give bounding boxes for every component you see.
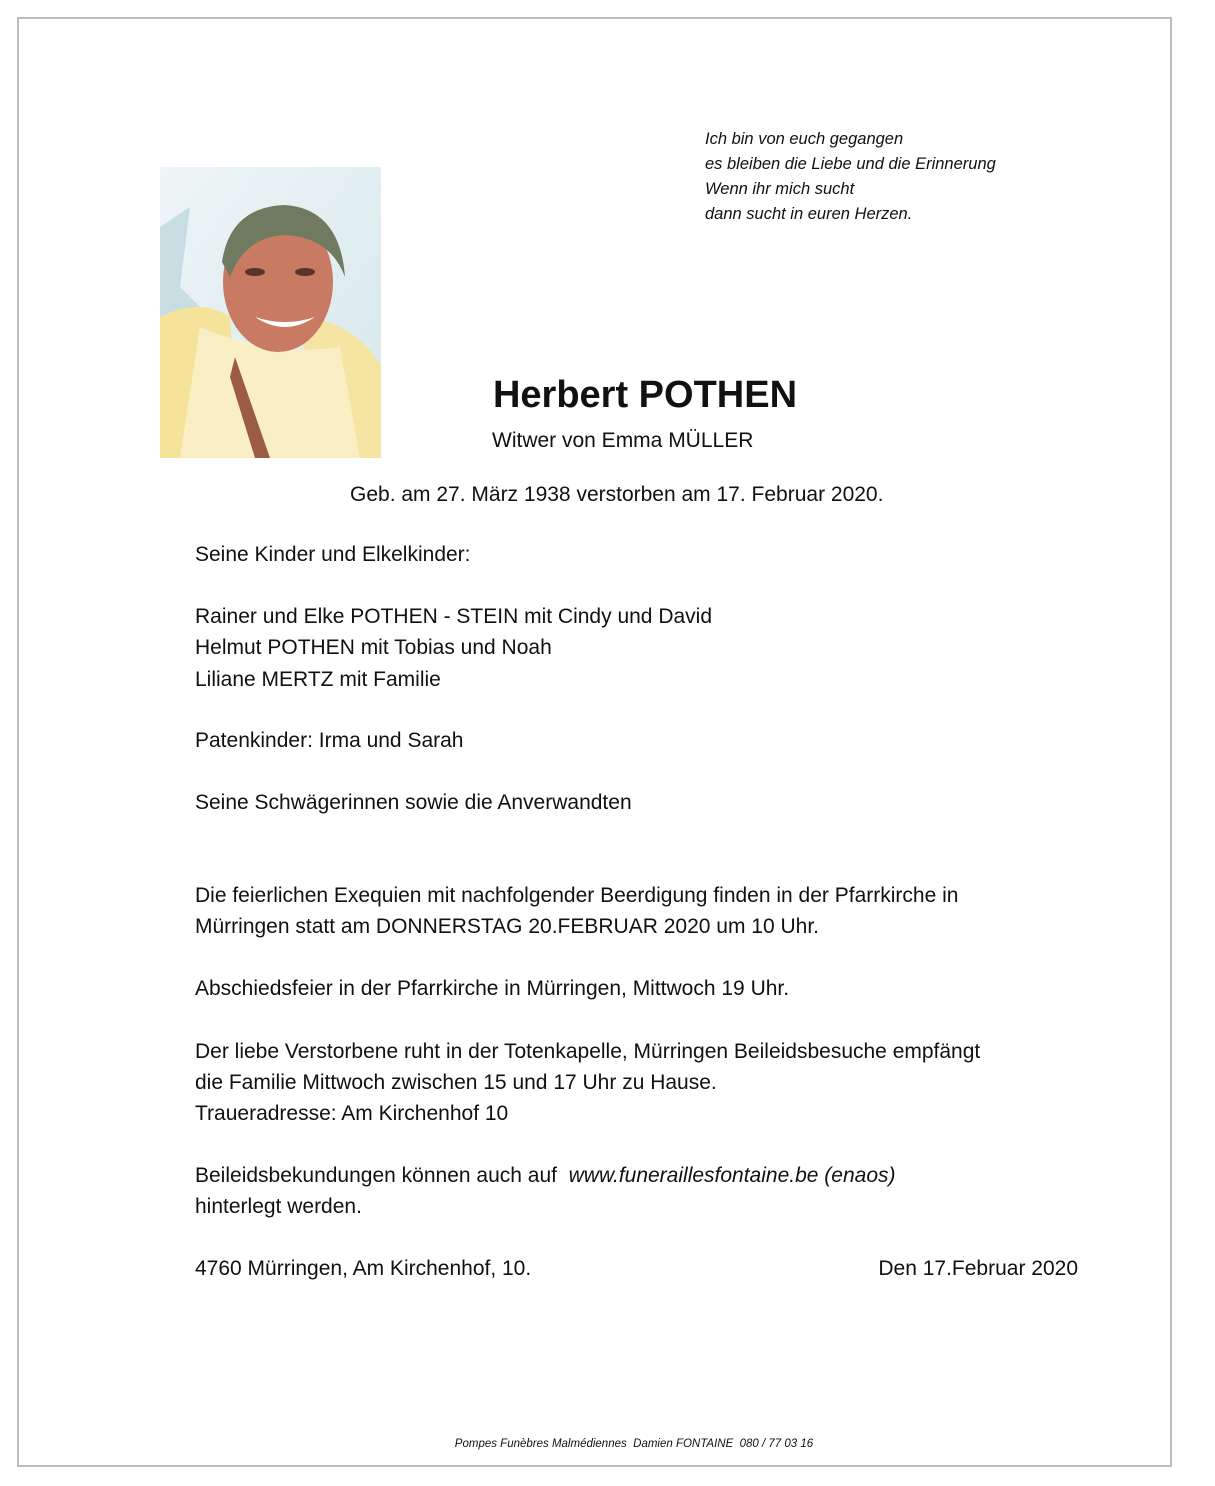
deceased-name: Herbert POTHEN <box>492 374 798 416</box>
poem-line: Wenn ihr mich sucht <box>705 180 855 198</box>
funeral-line: Die feierlichen Exequien mit nachfolgender Beerdigung finden in der Pfarrkirche in <box>195 884 959 907</box>
condolence-link[interactable]: www.funeraillesfontaine.be (enaos) <box>568 1164 896 1187</box>
poem-line: es bleiben die Liebe und die Erinnerung <box>705 155 996 173</box>
godchildren-line: Patenkinder: Irma und Sarah <box>195 729 464 752</box>
spouse-line: Witwer von Emma MÜLLER <box>492 429 754 452</box>
children-heading: Seine Kinder und Elkelkinder: <box>195 543 471 566</box>
child-line: Liliane MERTZ mit Familie <box>195 668 441 691</box>
child-line: Helmut POTHEN mit Tobias und Noah <box>195 636 552 659</box>
address-line: 4760 Mürringen, Am Kirchenhof, 10. <box>195 1257 532 1280</box>
funeral-line: Mürringen statt am DONNERSTAG 20.FEBRUAR 2020 um 10 Uhr. <box>195 915 819 938</box>
condolence-line-2: hinterlegt werden. <box>195 1195 362 1218</box>
rest-line: die Familie Mittwoch zwischen 15 und 17 Uhr zu Hause. <box>195 1071 717 1094</box>
mourning-address: Traueradresse: Am Kirchenhof 10 <box>195 1102 509 1125</box>
poem <box>705 127 996 227</box>
farewell-line: Abschiedsfeier in der Pfarrkirche in Mürringen, Mittwoch 19 Uhr. <box>195 977 790 1000</box>
dates-line: Geb. am 27. März 1938 verstorben am 17. Februar 2020. <box>350 483 884 506</box>
poem-line: Ich bin von euch gegangen <box>705 130 904 148</box>
date-line: Den 17.Februar 2020 <box>878 1257 1078 1280</box>
child-line: Rainer und Elke POTHEN - STEIN mit Cindy und David <box>195 605 713 628</box>
poem-line: dann sucht in euren Herzen. <box>705 205 913 223</box>
rest-line: Der liebe Verstorbene ruht in der Totenkapelle, Mürringen Beileidsbesuche empfängt <box>195 1040 981 1063</box>
condolence-line <box>195 1163 896 1189</box>
condolence-text: Beileidsbekundungen können auch auf <box>195 1164 569 1187</box>
relatives-line: Seine Schwägerinnen sowie die Anverwandten <box>195 791 632 814</box>
funeral-home-footer: Pompes Funèbres Malmédiennes Damien FONTAINE 080 / 77 03 16 <box>454 1438 814 1450</box>
